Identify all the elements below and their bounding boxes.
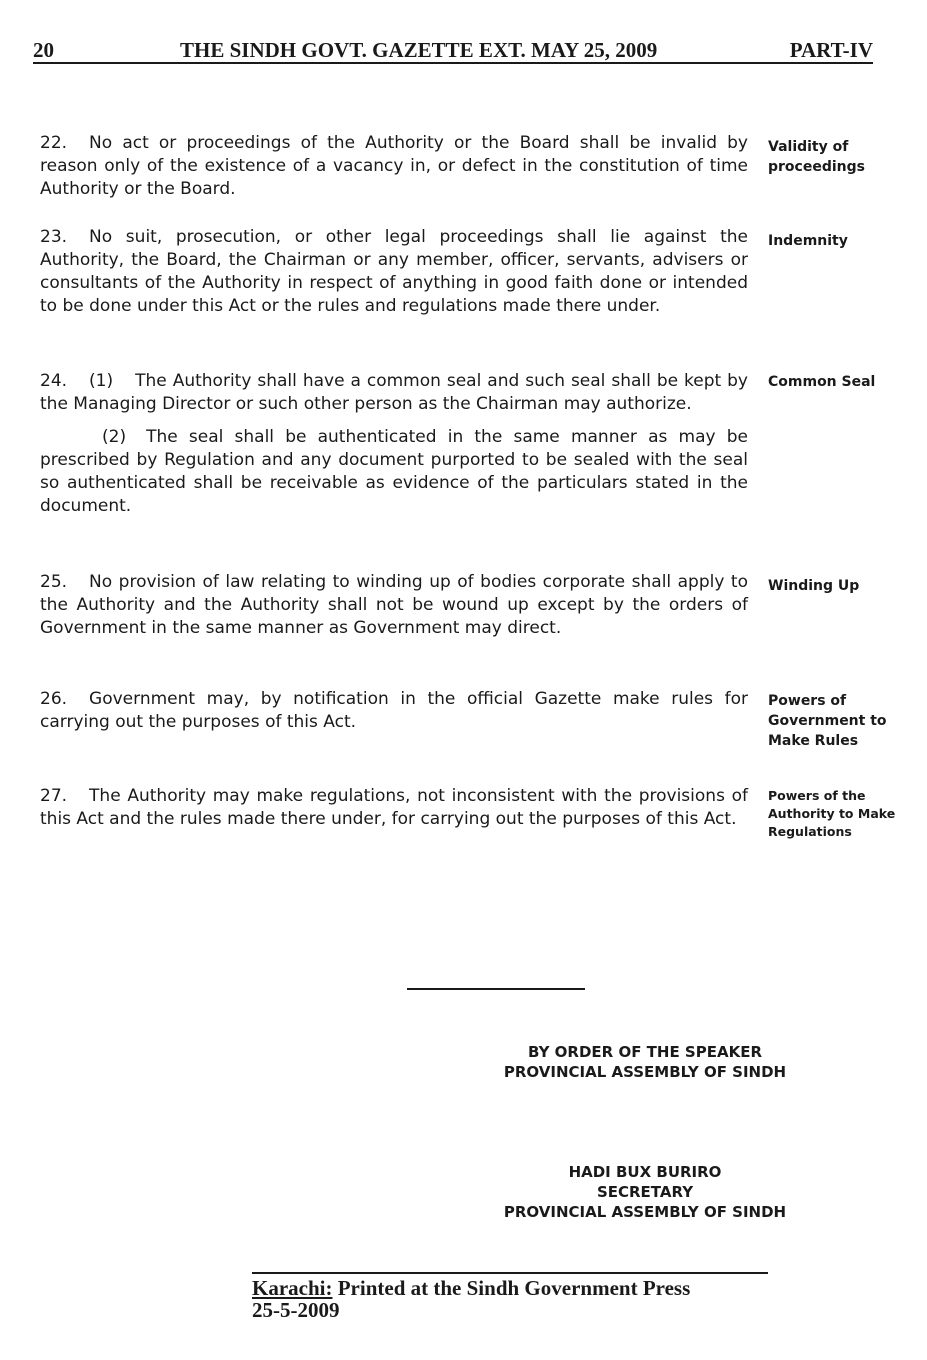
imprint-press: Printed at the Sindh Government Press [337, 1276, 691, 1300]
signatory-designation: SECRETARY [596, 1183, 694, 1201]
section-number: 22. [40, 133, 68, 153]
section-paragraph [40, 571, 748, 640]
part-label: PART-IV [789, 38, 873, 62]
closing-divider [407, 988, 585, 990]
margin-note-powers-government: Powers of Government to Make Rules [768, 693, 887, 749]
gazette-title: THE SINDH GOVT. GAZETTE EXT. MAY 25, 2009 [180, 38, 658, 62]
section-text: No provision of law relating to winding up of bodies corporate shall apply to the Authority and the Authority shall not be wound up except by the orders of Government in the same manner as Government may direct. [40, 572, 748, 638]
subsection-paragraph [40, 426, 748, 518]
section-paragraph [40, 785, 748, 831]
section-text: Government may, by notification in the official Gazette make rules for carrying out the purposes of this Act. [40, 689, 748, 732]
margin-note-common-seal: Common Seal [768, 374, 876, 390]
margin-note-powers-authority: Powers of the Authority to Make Regulations [768, 788, 896, 839]
section-paragraph [40, 688, 748, 734]
section-paragraph [40, 226, 748, 318]
header-rule [33, 62, 873, 64]
section-number: 25. [40, 572, 68, 592]
section-number: 24. [40, 371, 68, 391]
printer-imprint [252, 1272, 768, 1321]
order-line: PROVINCIAL ASSEMBLY OF SINDH [503, 1063, 787, 1081]
imprint-city: Karachi: [252, 1276, 333, 1300]
subsection-number: (2) [102, 427, 127, 447]
section-number: 26. [40, 689, 68, 709]
section-26 [40, 688, 748, 734]
imprint-date: 25-5-2009 [252, 1298, 340, 1322]
page-header [33, 38, 873, 64]
subsection-text: The seal shall be authenticated in the same manner as may be prescribed by Regulation and any document purported to be sealed with the seal so authenticated shall be receivable as evidence of the particulars stated in the document. [40, 427, 748, 516]
margin-note-validity: Validity of proceedings [768, 139, 865, 175]
section-text: No act or proceedings of the Authority or the Board shall be invalid by reason only of the existence of a vacancy in, or defect in the constitution of time Authority or the Board. [40, 133, 748, 199]
section-number: 27. [40, 786, 68, 806]
margin-note-winding-up: Winding Up [768, 578, 860, 594]
section-number: 23. [40, 227, 68, 247]
section-24 [40, 370, 748, 518]
signatory-name: HADI BUX BURIRO [568, 1163, 722, 1181]
section-paragraph [40, 370, 748, 416]
imprint-line [252, 1277, 768, 1299]
section-25 [40, 571, 748, 640]
section-27 [40, 785, 748, 831]
section-22 [40, 132, 748, 201]
margin-note-indemnity: Indemnity [768, 233, 848, 249]
section-text: The Authority may make regulations, not inconsistent with the provisions of this Act and the rules made there under, for carrying out the purposes of this Act. [40, 786, 748, 829]
subsection-text: The Authority shall have a common seal and such seal shall be kept by the Managing Director or such other person as the Chairman may authorize. [40, 371, 748, 414]
order-block [480, 1042, 810, 1082]
page-number: 20 [33, 38, 54, 62]
subsection-number: (1) [89, 371, 114, 391]
section-23 [40, 226, 748, 318]
signatory-block [480, 1162, 810, 1222]
signatory-office: PROVINCIAL ASSEMBLY OF SINDH [503, 1203, 787, 1221]
order-line: BY ORDER OF THE SPEAKER [527, 1043, 763, 1061]
footer-rule [252, 1272, 768, 1274]
section-text: No suit, prosecution, or other legal proceedings shall lie against the Authority, the Board, the Chairman or any member, officer, servants, advisers or consultants of the Authority in respect of anything in good faith done or intended to be done under this Act or the rules and regulations made there under. [40, 227, 748, 316]
section-paragraph [40, 132, 748, 201]
